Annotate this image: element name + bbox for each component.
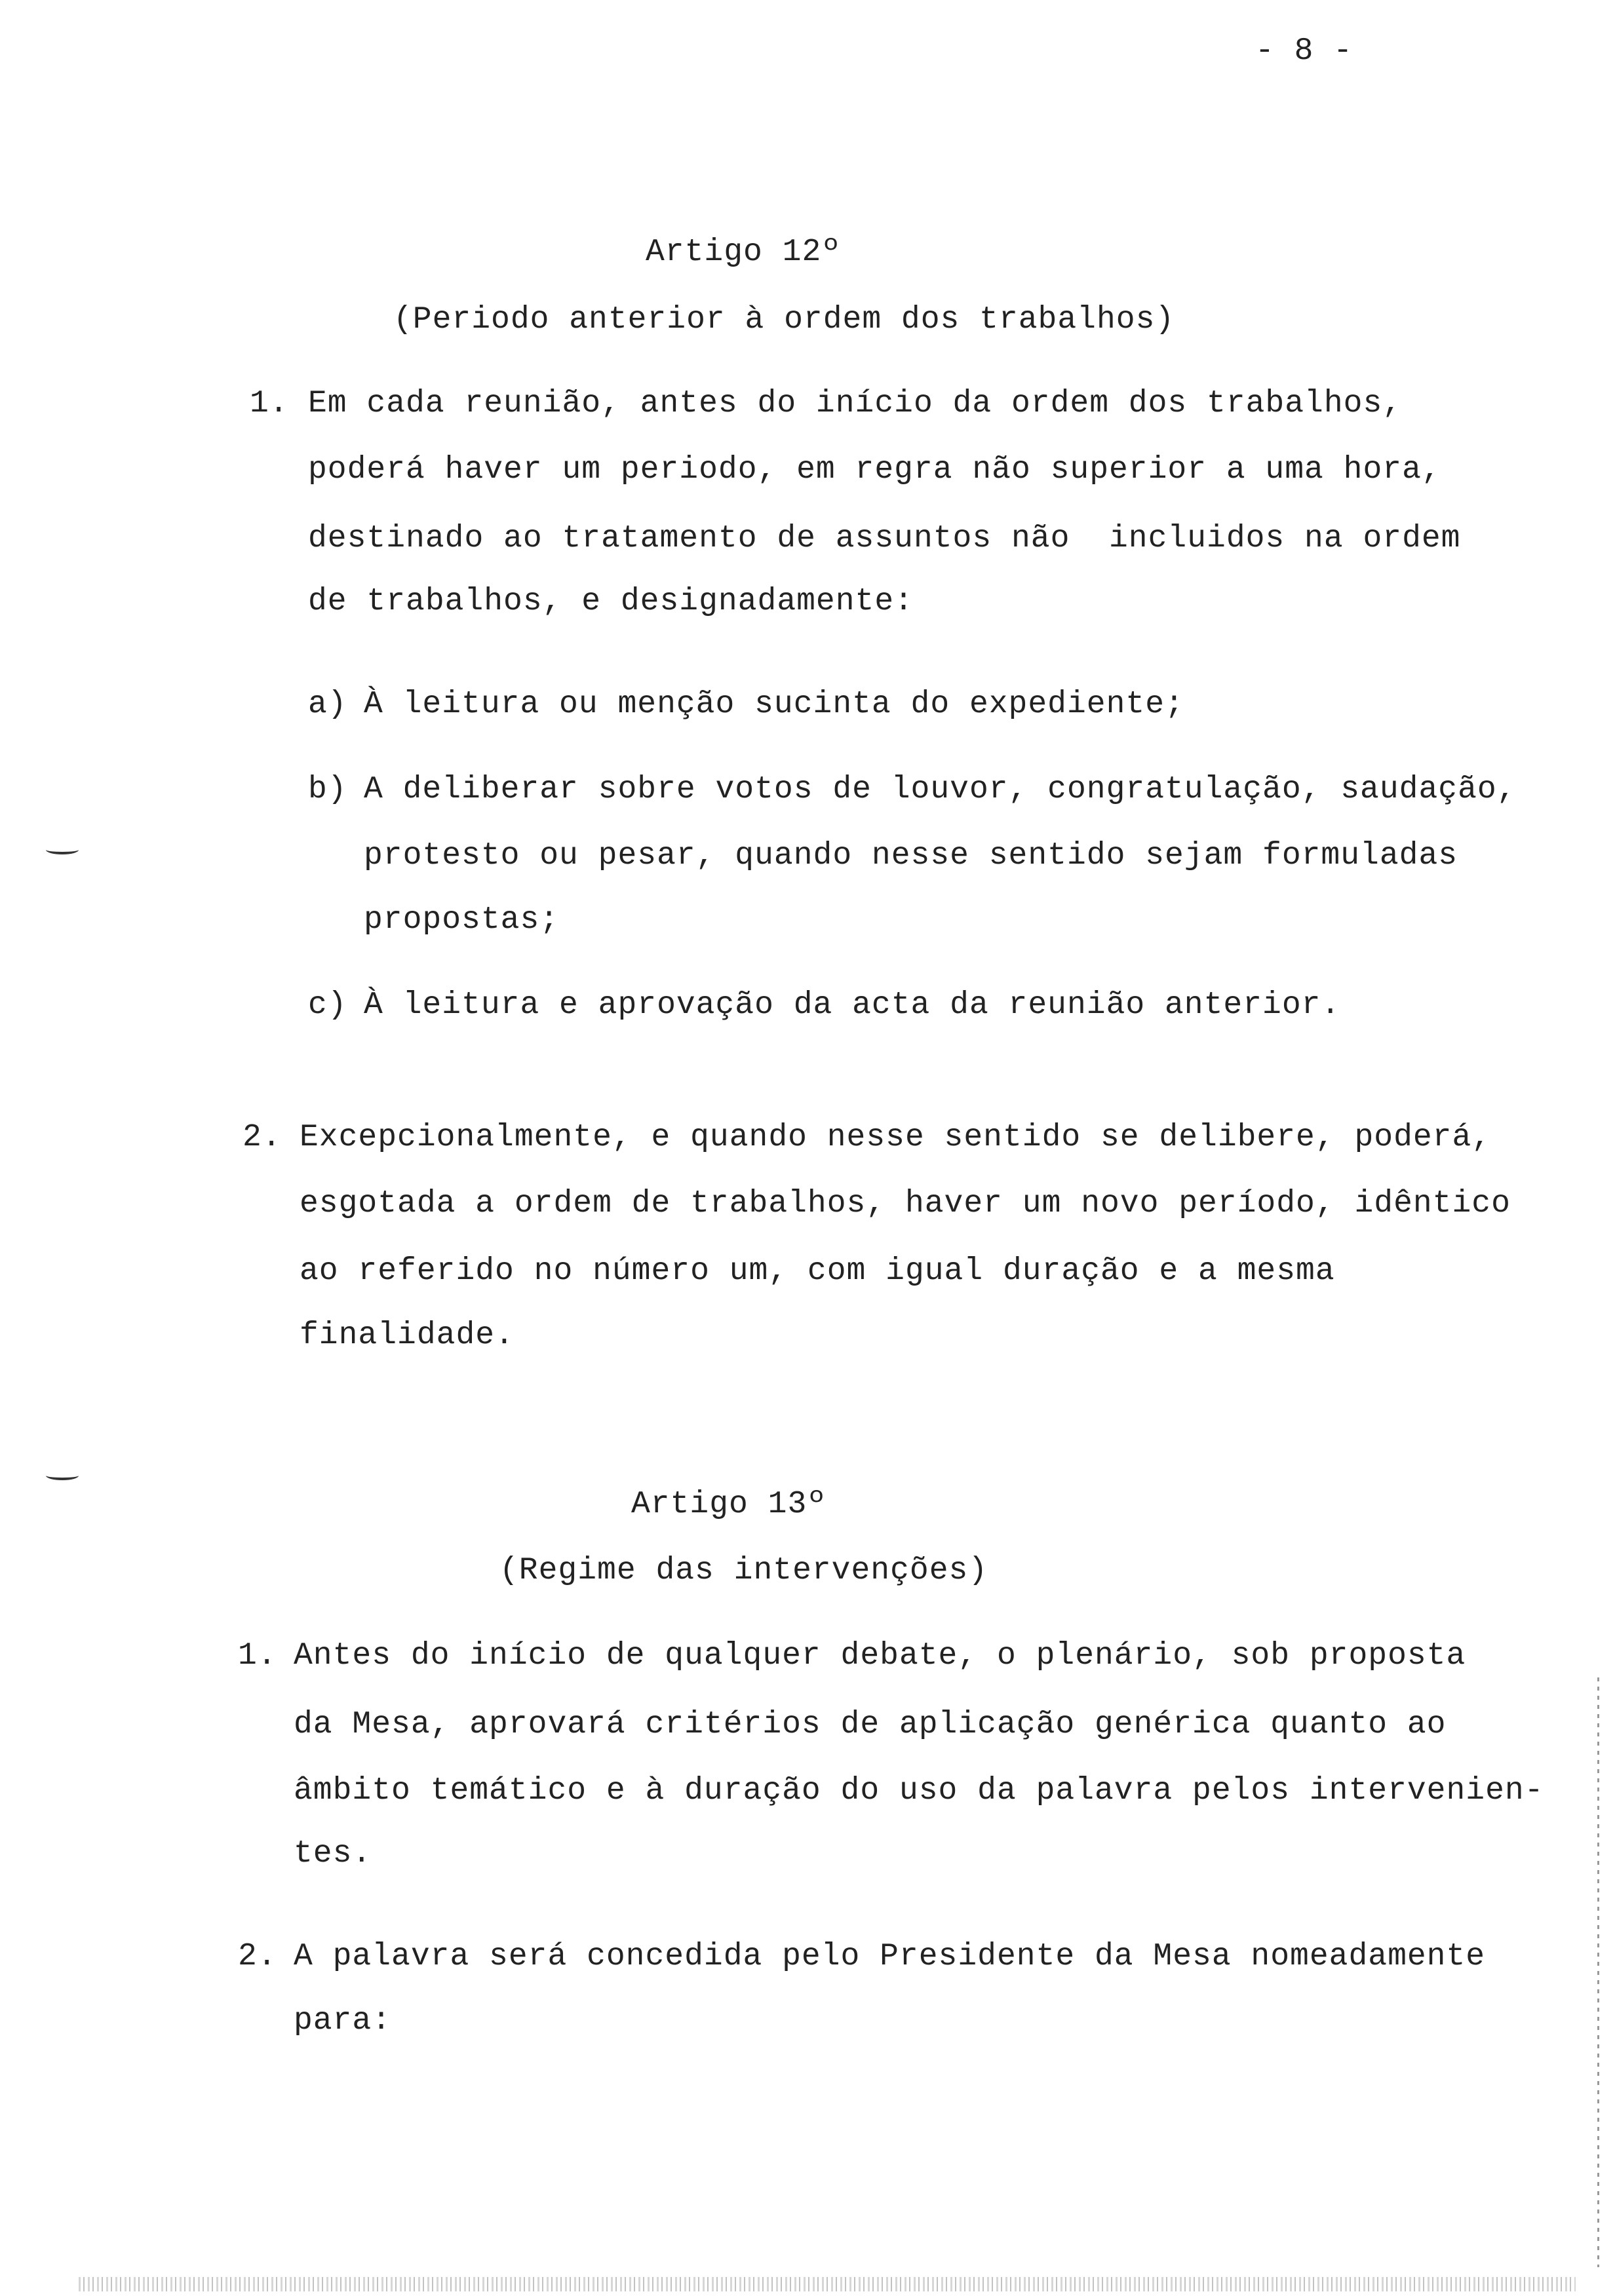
paragraph-line: Excepcionalmente, e quando nesse sentido se delibere, poderá,	[300, 1120, 1492, 1155]
paragraph-line: da Mesa, aprovará critérios de aplicação genérica quanto ao	[294, 1707, 1447, 1742]
hole-punch-mark	[46, 845, 79, 854]
item-label: c)	[308, 987, 347, 1023]
hole-punch-mark	[46, 1471, 79, 1480]
item-line: protesto ou pesar, quando nesse sentido sejam formuladas	[364, 838, 1458, 873]
item-line: propostas;	[364, 902, 560, 938]
paragraph-number: 2.	[243, 1120, 282, 1155]
paragraph-line: Antes do início de qualquer debate, o plenário, sob proposta	[294, 1638, 1466, 1674]
item-line: À leitura ou menção sucinta do expediente;	[364, 687, 1184, 722]
article-12-subtitle: (Periodo anterior à ordem dos trabalhos)	[393, 302, 1175, 337]
paragraph-line: tes.	[294, 1836, 372, 1871]
item-label: a)	[308, 687, 347, 722]
scan-edge-artifact	[1597, 1677, 1599, 2267]
paragraph-number: 1.	[250, 386, 289, 421]
paragraph-line: Em cada reunião, antes do início da ordem dos trabalhos,	[308, 386, 1403, 421]
paragraph-line: esgotada a ordem de trabalhos, haver um novo período, idêntico	[300, 1186, 1511, 1221]
paragraph-line: A palavra será concedida pelo Presidente da Mesa nomeadamente	[294, 1939, 1486, 1974]
article-13-subtitle: (Regime das intervenções)	[499, 1553, 988, 1588]
article-12-title: Artigo 12º	[646, 235, 842, 270]
paragraph-line: âmbito temático e à duração do uso da palavra pelos intervenien-	[294, 1773, 1544, 1808]
paragraph-line: poderá haver um periodo, em regra não superior a uma hora,	[308, 452, 1441, 488]
paragraph-line: para:	[294, 2003, 392, 2038]
paragraph-line: ao referido no número um, com igual duração e a mesma	[300, 1253, 1335, 1289]
item-line: À leitura e aprovação da acta da reunião anterior.	[364, 987, 1341, 1023]
paragraph-line: destinado ao tratamento de assuntos não incluidos na ordem	[308, 521, 1461, 556]
scan-bottom-artifact	[79, 2277, 1576, 2291]
paragraph-line: finalidade.	[300, 1318, 515, 1353]
item-label: b)	[308, 772, 347, 807]
paragraph-line: de trabalhos, e designadamente:	[308, 584, 914, 619]
paragraph-number: 1.	[238, 1638, 277, 1674]
article-13-title: Artigo 13º	[631, 1487, 827, 1522]
item-line: A deliberar sobre votos de louvor, congratulação, saudação,	[364, 772, 1517, 807]
paragraph-number: 2.	[238, 1939, 277, 1974]
page-number: - 8 -	[1255, 33, 1353, 69]
